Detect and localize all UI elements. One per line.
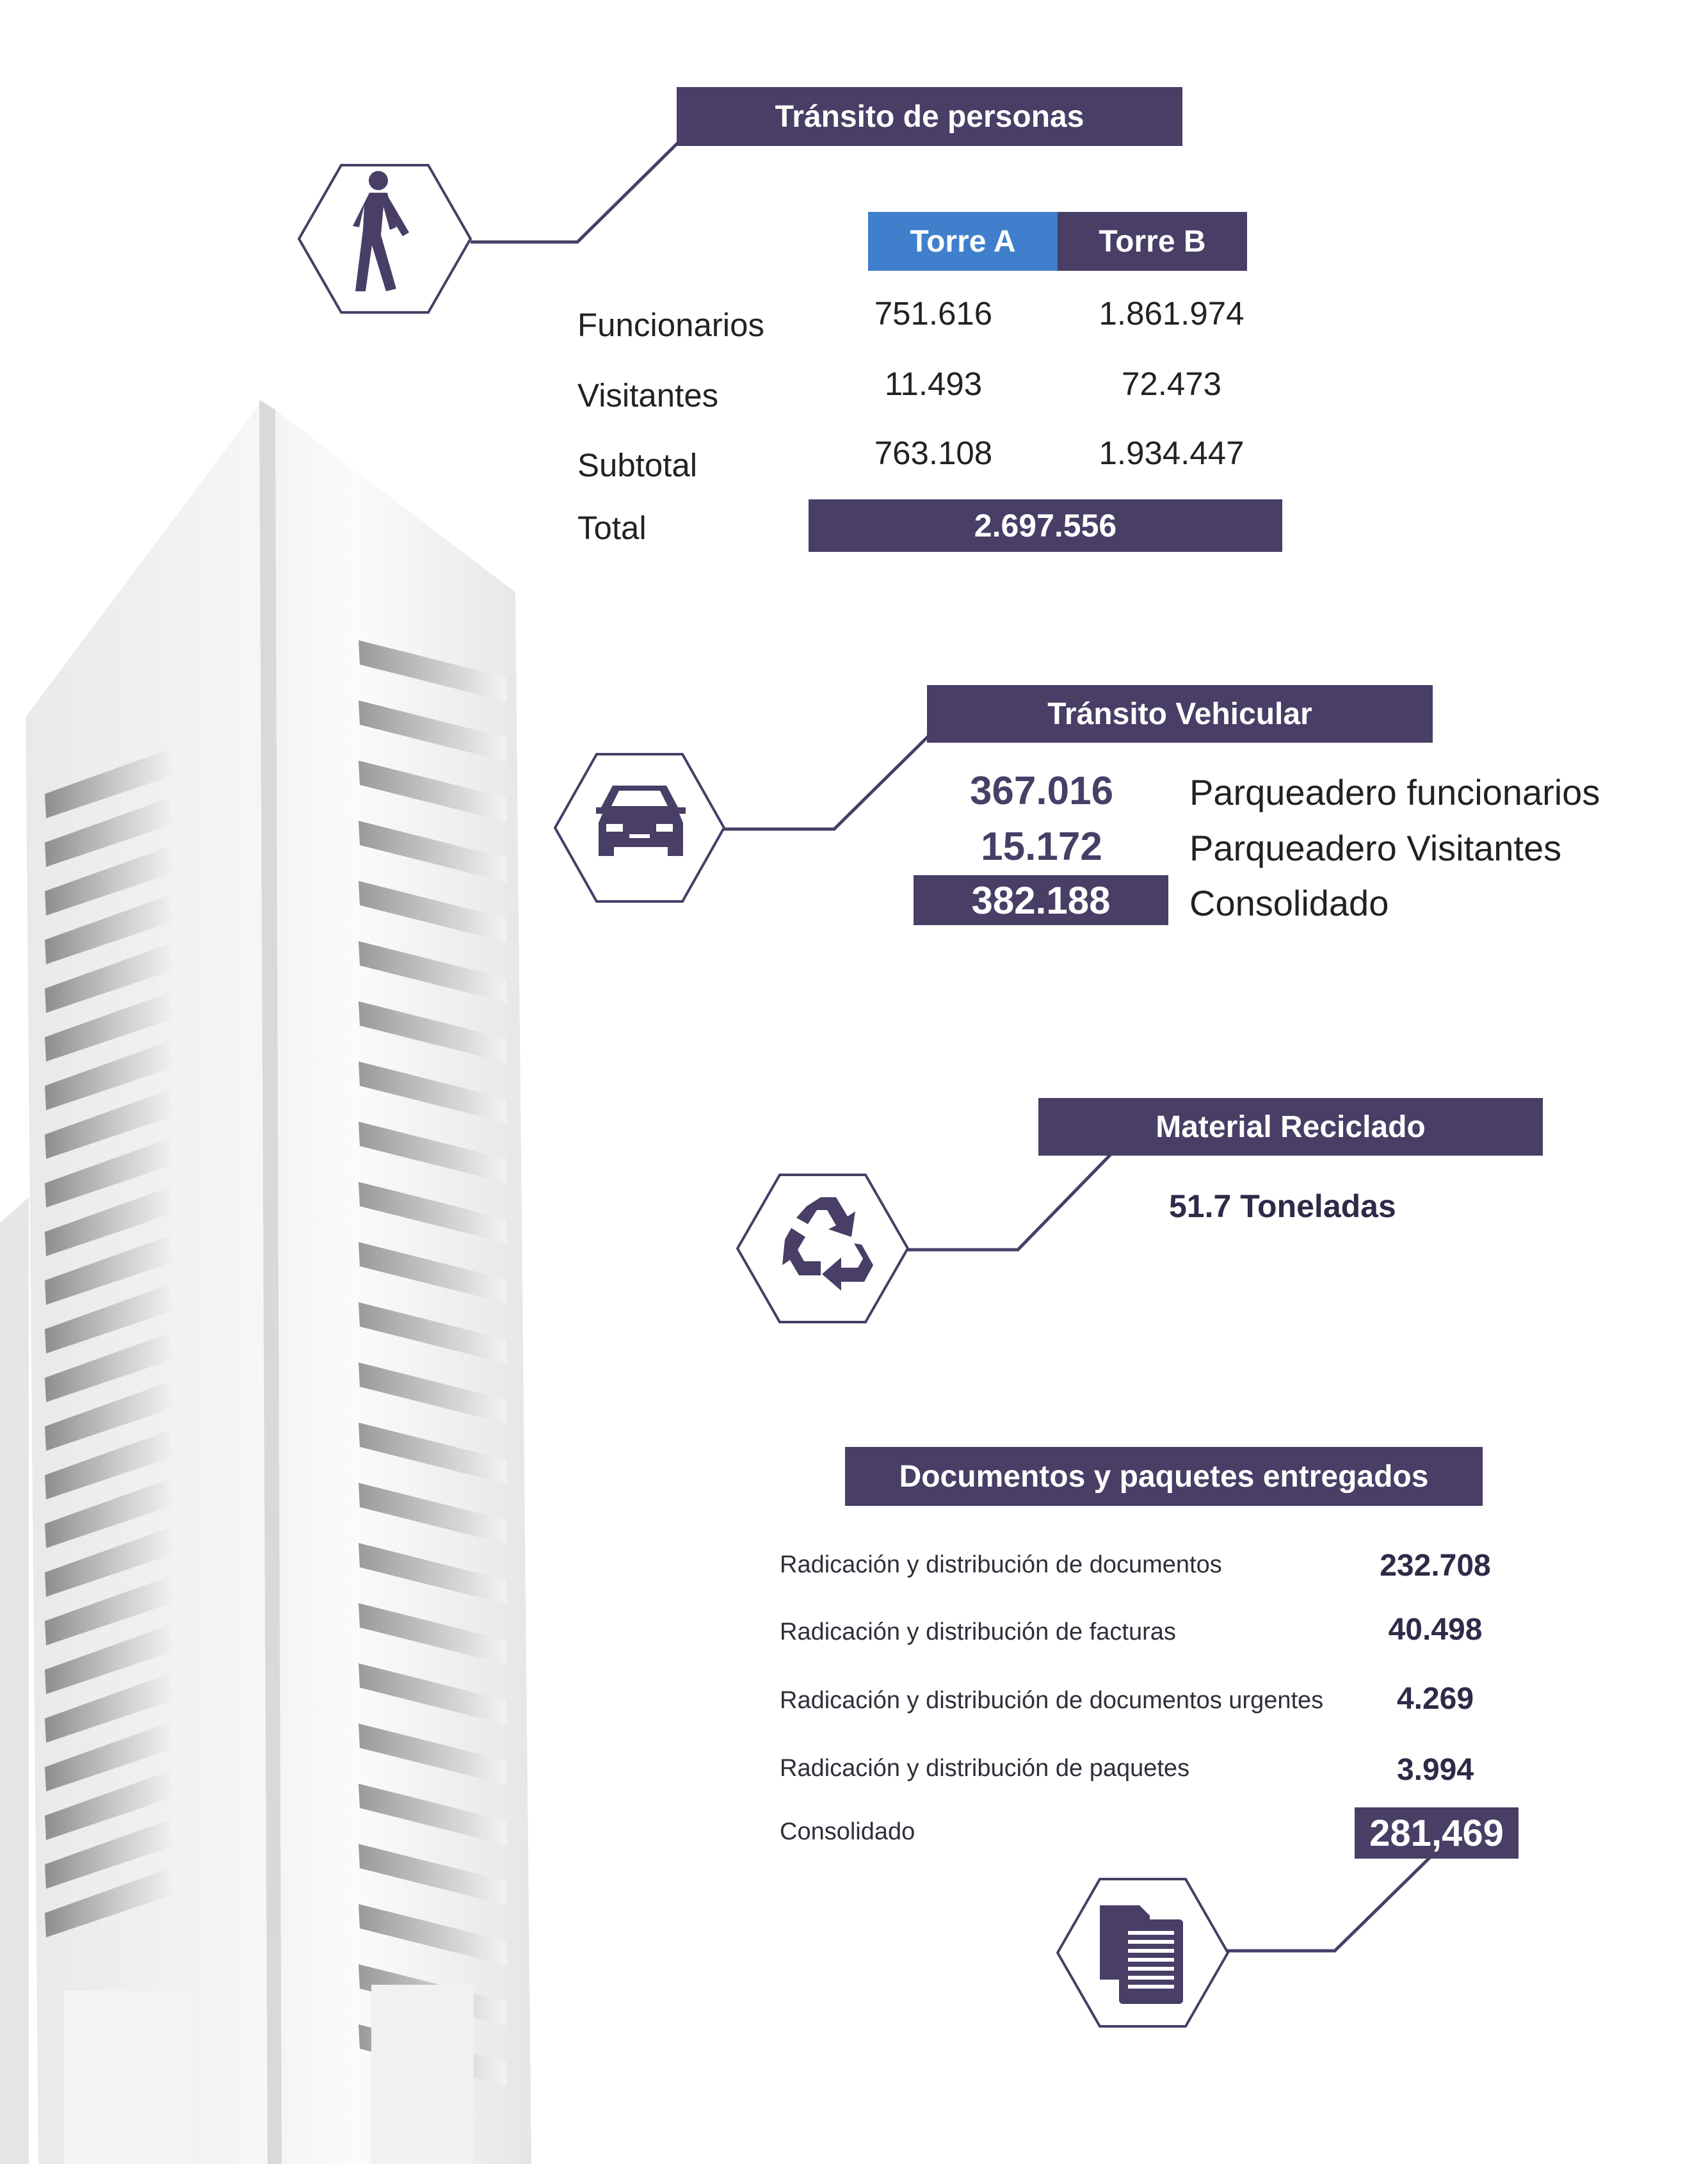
parqueadero-funcionarios-label: Parqueadero funcionarios	[1189, 772, 1600, 812]
documentos-consolidado-label: Consolidado	[780, 1818, 915, 1845]
row-label-funcionarios: Funcionarios	[577, 307, 764, 343]
row-label-visitantes: Visitantes	[577, 377, 719, 414]
documentos-row-label-facturas: Radicación y distribución de facturas	[780, 1619, 1176, 1645]
documentos-row-label-paquetes: Radicación y distribución de paquetes	[780, 1755, 1190, 1782]
documentos-row-value-documentos: 232.708	[1380, 1549, 1491, 1583]
parqueadero-funcionarios-value: 367.016	[969, 769, 1114, 813]
cell-visitantes-torre-a: 11.493	[884, 366, 983, 402]
row-label-total: Total	[577, 510, 647, 546]
consolidado-vehicular-value: 382.188	[914, 875, 1168, 925]
cell-funcionarios-torre-b: 1.861.974	[1099, 295, 1245, 332]
transito-personas-title: Tránsito de personas	[677, 87, 1182, 146]
pedestrian-icon	[298, 163, 472, 314]
transito-vehicular-title: Tránsito Vehicular	[927, 685, 1433, 743]
documentos-row-value-paquetes: 3.994	[1396, 1753, 1474, 1787]
column-header-torre-a: Torre A	[868, 212, 1058, 271]
recycle-icon	[736, 1173, 909, 1324]
documentos-row-value-facturas: 40.498	[1388, 1613, 1483, 1647]
cell-visitantes-torre-b: 72.473	[1122, 366, 1221, 402]
documents-icon	[1056, 1877, 1229, 2028]
documentos-row-label-urgentes: Radicación y distribución de documentos urgentes	[780, 1687, 1324, 1714]
consolidado-vehicular-label: Consolidado	[1189, 883, 1389, 923]
documentos-consolidado-value: 281,469	[1355, 1807, 1519, 1859]
cell-subtotal-torre-b: 1.934.447	[1099, 435, 1245, 471]
column-header-torre-b: Torre B	[1058, 212, 1247, 271]
documentos-title: Documentos y paquetes entregados	[845, 1447, 1483, 1506]
car-icon	[554, 752, 725, 903]
row-label-subtotal: Subtotal	[577, 447, 698, 483]
material-reciclado-title: Material Reciclado	[1038, 1098, 1543, 1156]
material-reciclado-value: 51.7 Toneladas	[1169, 1188, 1396, 1224]
parqueadero-visitantes-label: Parqueadero Visitantes	[1189, 828, 1562, 868]
parqueadero-visitantes-value: 15.172	[981, 825, 1102, 869]
documentos-row-label-documentos: Radicación y distribución de documentos	[780, 1551, 1222, 1578]
total-value: 2.697.556	[809, 499, 1282, 552]
cell-subtotal-torre-a: 763.108	[874, 435, 993, 471]
cell-funcionarios-torre-a: 751.616	[874, 295, 993, 332]
documentos-row-value-urgentes: 4.269	[1396, 1682, 1474, 1716]
